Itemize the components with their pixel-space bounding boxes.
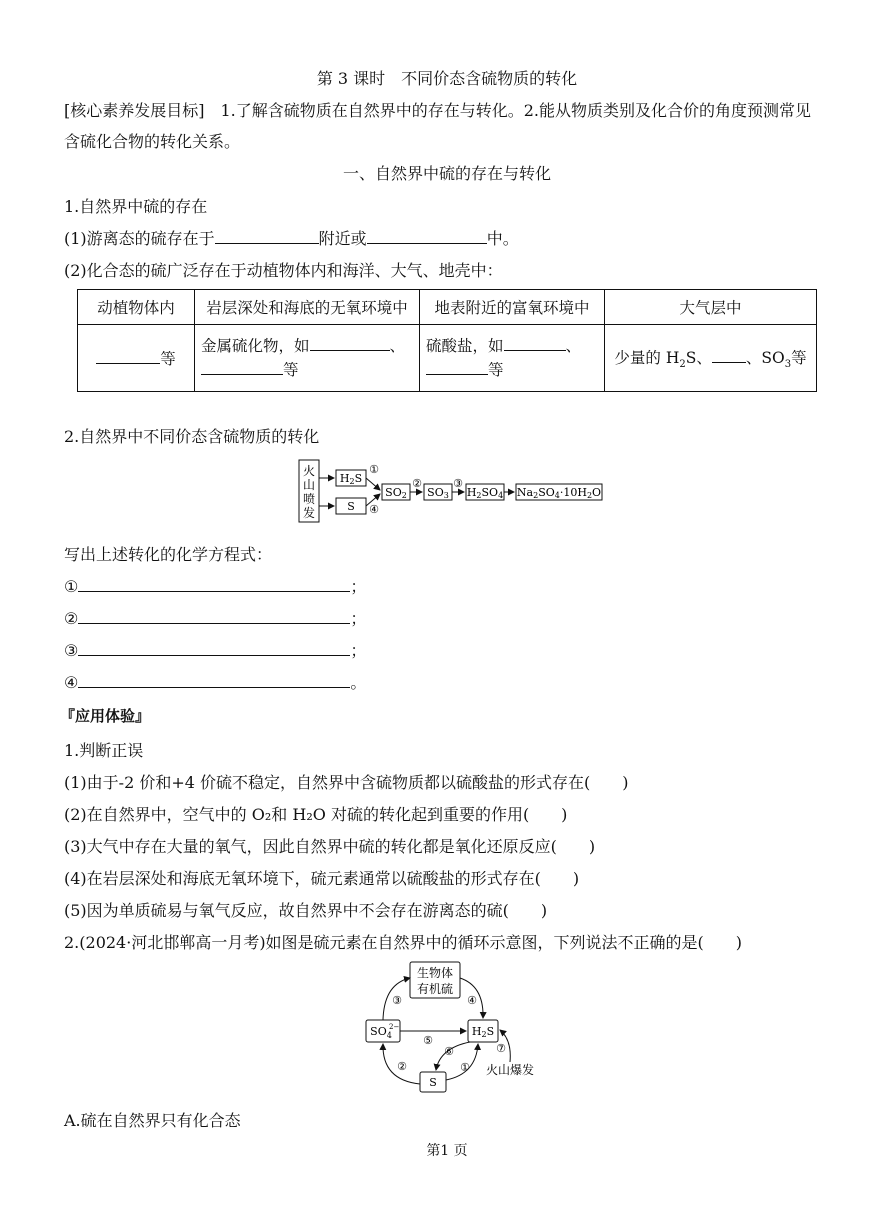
bracket-close-icon: 』 [135,707,151,725]
h2so4-label: H2SO4 [466,486,504,500]
table-header-cell: 动植物体内 [78,290,195,325]
h2s-label: H2S [339,472,363,486]
equation-line-3 [64,638,366,661]
eq-end: ； [350,609,367,628]
equation-line-4 [64,670,366,693]
s-label: S [347,500,355,513]
equation-line-2 [64,606,366,629]
so2-label: SO2 [385,486,407,500]
table-header-cell: 岩层深处和海底的无氧环境中 [195,290,420,325]
table-header-row [78,290,817,325]
cell-text: 硫酸盐，如 [426,337,504,355]
cell-text: 等 [791,348,807,367]
equation-blank-3[interactable] [78,640,350,656]
product-label: Na2SO4·10H2O [516,486,602,500]
eq-label: ① [64,577,79,596]
eq-end: 。 [350,673,367,692]
judgement-item: (5)因为单质硫易与氧气反应，故自然界中不会存在游离态的硫( ) [64,901,548,920]
step-num: ② [397,1060,407,1073]
goals-line-1: [核心素养发展目标] 1.了解含硫物质在自然界中的存在与转化。2.能从物质类别及化合价的角度预测常见 [64,101,812,120]
table-cell-atmosphere: 少量的 $H_2S$、 、$SO_3$等 [605,325,817,392]
h2s-label: H2S [471,1025,495,1039]
step-num: ⑥ [444,1045,454,1058]
transformation-diagram [296,456,608,526]
cell-text: 、 [565,337,582,355]
judgement-item: (3)大气中存在大量的氧气，因此自然界中硫的转化都是氧化还原反应( ) [64,837,596,856]
blank-sulfide-1[interactable] [310,335,390,351]
equation-blank-4[interactable] [78,672,350,688]
table-header-cell: 大气层中 [605,290,817,325]
equation-line-1 [64,574,366,597]
organic-line-1: 生物体 [416,966,454,980]
blank-sulfate-1[interactable] [504,335,566,351]
cell-text: 金属硫化物，如 [201,337,310,355]
free-sulfur-line [64,226,519,249]
table-cell-oxic [420,325,605,392]
sulfate-label: $SO_4$ [370,1025,392,1040]
cell-text: 等 [283,361,299,379]
volcano-label: 火山爆发 [486,1063,535,1077]
step-num: ① [460,1061,470,1074]
table-body-row [78,325,817,392]
cell-text: 、 [389,337,406,355]
sulfur-existence-table [77,289,817,392]
question-2: 2.(2024·河北邯郸高一月考)如图是硫元素在自然界中的循环示意图，下列说法不正确的是( ) [64,933,743,952]
cell-text: 、SO [745,348,785,367]
equation-blank-1[interactable] [78,576,350,592]
blank-organisms[interactable] [96,348,160,364]
table-cell-anoxic [195,325,420,392]
free-sulfur-text-c: 中。 [486,229,519,248]
eq-end: ； [350,577,367,596]
eq-label: ② [64,609,79,628]
free-sulfur-text-a: (1)游离态的硫存在于 [64,229,215,248]
practice-heading-text: 应用体验 [75,707,136,725]
organic-line-2: 有机硫 [416,982,454,996]
volcano-char: 喷 [302,492,316,506]
blank-sulfide-2[interactable] [201,359,283,375]
step-num: ③ [392,994,402,1007]
step-label: ② [412,477,422,490]
eq-end: ； [350,641,367,660]
table-header-cell: 地表附近的富氧环境中 [420,290,605,325]
page-number: 第1 页 [426,1143,468,1159]
free-sulfur-text-b: 附近或 [318,229,367,248]
eq-label: ④ [64,673,79,692]
judgement-item: (4)在岩层深处和海底无氧环境下，硫元素通常以硫酸盐的形式存在( ) [64,869,580,888]
page-title: 第 3 课时 不同价态含硫物质的转化 [316,69,578,88]
blank-crust[interactable] [367,228,487,244]
judgement-item: (1)由于-2 价和+4 价硫不稳定，自然界中含硫物质都以硫酸盐的形式存在( ) [64,773,629,792]
step-label: ④ [369,503,379,516]
equation-blank-2[interactable] [78,608,350,624]
volcano-char: 发 [302,506,316,520]
sulfur-label: S [429,1076,437,1089]
write-equations-prompt: 写出上述转化的化学方程式： [64,545,273,564]
volcano-char: 火 [302,464,316,478]
practice-heading [60,705,150,726]
step-label: ① [369,463,379,476]
blank-volcano[interactable] [215,228,319,244]
bracket-open-icon: 『 [60,707,76,725]
cell-text: 少量的 H [614,348,680,367]
option-a: A.硫在自然界只有化合态 [64,1111,241,1130]
volcano-char: 山 [302,478,316,492]
subheading-transformation: 2.自然界中不同价态含硫物质的转化 [64,427,320,446]
cell-text: 等 [488,361,504,379]
step-num: ⑤ [423,1034,433,1047]
blank-sulfate-2[interactable] [426,359,488,375]
eq-label: ③ [64,641,79,660]
sulfur-cycle-diagram [362,958,542,1098]
sulfate-charge: 2− [389,1023,400,1031]
step-num: ④ [467,994,477,1007]
cell-text: S、 [685,348,712,367]
question-1: 1.判断正误 [64,741,144,760]
so3-label: SO3 [427,486,449,500]
cell-text: 等 [160,350,176,368]
step-num: ⑦ [496,1042,506,1055]
subheading-existence: 1.自然界中硫的存在 [64,197,208,216]
blank-atmosphere[interactable] [712,347,746,363]
judgement-item: (2)在自然界中，空气中的 O₂和 H₂O 对硫的转化起到重要的作用( ) [64,805,568,824]
step-label: ③ [453,477,463,490]
section-heading: 一、自然界中硫的存在与转化 [342,164,551,183]
combined-sulfur-line: (2)化合态的硫广泛存在于动植物体内和海洋、大气、地壳中： [64,261,503,280]
table-cell-organisms [78,325,195,392]
arrow [366,478,380,490]
goals-line-2: 含硫化合物的转化关系。 [64,132,241,151]
